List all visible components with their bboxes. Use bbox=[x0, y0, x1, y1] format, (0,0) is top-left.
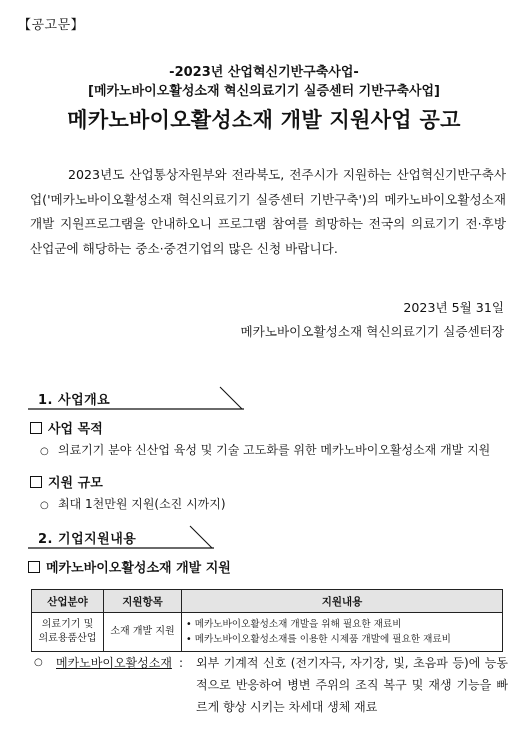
industry-field-cell bbox=[32, 613, 104, 652]
circle-bullet-icon: ○ bbox=[40, 446, 49, 457]
support-sub-label: 메카노바이오활성소재 개발 지원 bbox=[46, 561, 231, 576]
circle-bullet-icon: ○ bbox=[40, 500, 49, 511]
notice-organization: 메카노바이오활성소재 혁신의료기기 실증센터장 bbox=[240, 324, 504, 339]
definition-colon: : bbox=[179, 656, 184, 670]
section-1-heading bbox=[28, 386, 244, 410]
page-title: 메카노바이오활성소재 개발 지원사업 공고 bbox=[67, 108, 461, 132]
purpose-heading bbox=[30, 418, 103, 437]
support-content-cell bbox=[182, 613, 503, 652]
support-subheading bbox=[28, 557, 231, 576]
column-header: 산업분야 bbox=[32, 590, 104, 613]
column-header: 지원항목 bbox=[104, 590, 182, 613]
definition-term: 메카노바이오활성소재 bbox=[56, 656, 172, 670]
circle-bullet-icon: ○ bbox=[34, 657, 43, 668]
support-content-line: • 메카노바이오활성소재 개발을 위해 필요한 재료비 bbox=[186, 619, 402, 630]
purpose-item bbox=[40, 441, 490, 458]
section-2-heading bbox=[28, 525, 214, 549]
project-year: -2023년 산업혁신기반구축사업- bbox=[169, 65, 359, 80]
industry-field-line: 의료기기 및 bbox=[41, 619, 94, 630]
table-row bbox=[32, 613, 503, 652]
support-item-cell: 소재 개발 지원 bbox=[104, 613, 182, 652]
scale-label: 지원 규모 bbox=[48, 476, 103, 491]
definition-text: 외부 기계적 신호 (전기자극, 자기장, 빛, 초음파 등)에 능동적으로 반응하여 병변 주위의 조직 복구 및 재생 기능을 빠르게 향상 시키는 차세대 생체 재료 bbox=[196, 656, 508, 714]
scale-text: 최대 1천만원 지원(소진 시까지) bbox=[58, 497, 226, 511]
support-table bbox=[31, 589, 503, 652]
square-bullet-icon bbox=[30, 422, 42, 434]
notice-tag: 【공고문】 bbox=[18, 18, 85, 33]
scale-item bbox=[40, 495, 226, 512]
purpose-text: 의료기기 분야 신산업 육성 및 기술 고도화를 위한 메카노바이오활성소재 개발 지원 bbox=[58, 443, 491, 457]
square-bullet-icon bbox=[28, 561, 40, 573]
project-name: [메카노바이오활성소재 혁신의료기기 실증센터 기반구축사업] bbox=[88, 84, 440, 99]
intro-paragraph: 2023년도 산업통상자원부와 전라북도, 전주시가 지원하는 산업혁신기반구축사업('메카노바이오활성소재 혁신의료기기 실증센터 기반구축')의 메카노바이오활성소재 개발 지원프로그램을 안내하오니 프로그램 참여를 희망하는 전국의 의료기기 전·후방 산업군에 해당하는 중소·중견기업의 많은 신청 바랍니다. bbox=[30, 167, 506, 256]
scale-heading bbox=[30, 472, 103, 491]
section-1-title: 1. 사업개요 bbox=[38, 393, 111, 408]
industry-field-line: 의료용품산업 bbox=[38, 633, 97, 644]
notice-date: 2023년 5월 31일 bbox=[403, 300, 504, 315]
square-bullet-icon bbox=[30, 476, 42, 488]
purpose-label: 사업 목적 bbox=[48, 422, 103, 437]
support-content-line: • 메카노바이오활성소재를 이용한 시제품 개발에 필요한 재료비 bbox=[186, 634, 451, 645]
section-2-title: 2. 기업지원내용 bbox=[38, 532, 137, 547]
column-header: 지원내용 bbox=[182, 590, 503, 613]
table-header-row bbox=[32, 590, 503, 613]
